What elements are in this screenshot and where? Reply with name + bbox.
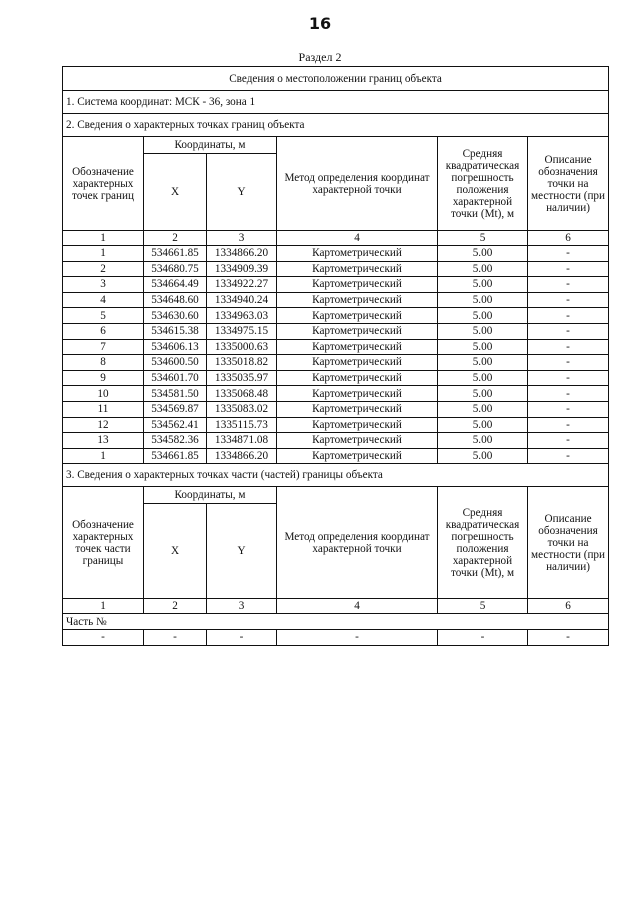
part-cell: - (277, 629, 438, 645)
point-error: 5.00 (438, 386, 528, 402)
point-number: 1 (63, 448, 144, 464)
point-description: - (528, 417, 609, 433)
point-method: Картометрический (277, 339, 438, 355)
point-error: 5.00 (438, 292, 528, 308)
point-number: 1 (63, 246, 144, 262)
table-row (63, 292, 609, 308)
coord-system: 1. Система координат: МСК - 36, зона 1 (63, 91, 609, 114)
point-error: 5.00 (438, 261, 528, 277)
column-index-row (63, 231, 609, 246)
point-y: 1334963.03 (207, 308, 277, 324)
point-method: Картометрический (277, 323, 438, 339)
point-y: 1335115.73 (207, 417, 277, 433)
part-cell: - (207, 629, 277, 645)
point-error: 5.00 (438, 433, 528, 449)
header-error: Средняя квадратическая погрешность положения характерной точки (Mt), м (438, 137, 528, 231)
column-index: 6 (528, 231, 609, 246)
part-cell: - (528, 629, 609, 645)
point-number: 8 (63, 355, 144, 371)
point-x: 534582.36 (144, 433, 207, 449)
point-description: - (528, 355, 609, 371)
point-x: 534630.60 (144, 308, 207, 324)
point-number: 13 (63, 433, 144, 449)
part1-title: 2. Сведения о характерных точках границ объекта (63, 114, 609, 137)
column-index: 1 (63, 599, 144, 614)
header-method: Метод определения координат характерной точки (277, 137, 438, 231)
point-x: 534661.85 (144, 448, 207, 464)
point-number: 3 (63, 277, 144, 293)
table-row (63, 261, 609, 277)
section-label: Раздел 2 (298, 50, 342, 64)
point-x: 534600.50 (144, 355, 207, 371)
table-row (63, 448, 609, 464)
part-cell: - (438, 629, 528, 645)
part-cell: - (63, 629, 144, 645)
point-number: 4 (63, 292, 144, 308)
point-method: Картометрический (277, 308, 438, 324)
point-x: 534581.50 (144, 386, 207, 402)
table-row (63, 370, 609, 386)
point-description: - (528, 433, 609, 449)
point-method: Картометрический (277, 401, 438, 417)
point-description: - (528, 246, 609, 262)
point-number: 9 (63, 370, 144, 386)
header-part-point-designation: Обозначение характерных точек части границы (63, 487, 144, 599)
point-x: 534562.41 (144, 417, 207, 433)
point-method: Картометрический (277, 417, 438, 433)
table-row (63, 246, 609, 262)
point-method: Картометрический (277, 386, 438, 402)
column-index: 5 (438, 599, 528, 614)
column-index: 5 (438, 231, 528, 246)
point-x: 534569.87 (144, 401, 207, 417)
point-error: 5.00 (438, 370, 528, 386)
table-title: Сведения о местоположении границ объекта (63, 67, 609, 91)
header-y: Y (207, 154, 277, 231)
table-row (63, 401, 609, 417)
point-method: Картометрический (277, 246, 438, 262)
point-description: - (528, 386, 609, 402)
column-index: 3 (207, 231, 277, 246)
header-point-designation: Обозначение характерных точек границ (63, 137, 144, 231)
table-row (63, 629, 609, 645)
point-description: - (528, 261, 609, 277)
boundary-table (62, 66, 609, 646)
point-x: 534615.38 (144, 323, 207, 339)
point-number: 2 (63, 261, 144, 277)
column-index: 4 (277, 231, 438, 246)
point-method: Картометрический (277, 370, 438, 386)
header-coordinates: Координаты, м (144, 137, 277, 154)
table-row (63, 308, 609, 324)
point-y: 1334866.20 (207, 448, 277, 464)
table-row (63, 277, 609, 293)
point-y: 1334940.24 (207, 292, 277, 308)
point-method: Картометрический (277, 261, 438, 277)
point-error: 5.00 (438, 277, 528, 293)
point-y: 1334909.39 (207, 261, 277, 277)
point-description: - (528, 308, 609, 324)
point-number: 12 (63, 417, 144, 433)
table-row (63, 433, 609, 449)
point-description: - (528, 370, 609, 386)
point-method: Картометрический (277, 433, 438, 449)
point-description: - (528, 292, 609, 308)
header-error-2: Средняя квадратическая погрешность положения характерной точки (Mt), м (438, 487, 528, 599)
table-row (63, 417, 609, 433)
column-index: 3 (207, 599, 277, 614)
column-index-row (63, 599, 609, 614)
point-number: 7 (63, 339, 144, 355)
point-x: 534661.85 (144, 246, 207, 262)
point-number: 5 (63, 308, 144, 324)
point-x: 534648.60 (144, 292, 207, 308)
point-y: 1335083.02 (207, 401, 277, 417)
table-row (63, 323, 609, 339)
point-error: 5.00 (438, 401, 528, 417)
header-description: Описание обозначения точки на местности (при наличии) (528, 137, 609, 231)
table-row (63, 355, 609, 371)
table-row (63, 339, 609, 355)
point-description: - (528, 277, 609, 293)
point-y: 1335000.63 (207, 339, 277, 355)
point-x: 534680.75 (144, 261, 207, 277)
point-error: 5.00 (438, 339, 528, 355)
point-x: 534601.70 (144, 370, 207, 386)
column-index: 2 (144, 231, 207, 246)
point-description: - (528, 323, 609, 339)
point-method: Картометрический (277, 355, 438, 371)
point-number: 10 (63, 386, 144, 402)
point-y: 1335068.48 (207, 386, 277, 402)
header-y-2: Y (207, 504, 277, 599)
point-description: - (528, 448, 609, 464)
header-method-2: Метод определения координат характерной точки (277, 487, 438, 599)
column-index: 4 (277, 599, 438, 614)
point-y: 1334866.20 (207, 246, 277, 262)
point-error: 5.00 (438, 448, 528, 464)
point-method: Картометрический (277, 448, 438, 464)
point-y: 1335035.97 (207, 370, 277, 386)
point-number: 6 (63, 323, 144, 339)
part-cell: - (144, 629, 207, 645)
point-error: 5.00 (438, 355, 528, 371)
header-description-2: Описание обозначения точки на местности (при наличии) (528, 487, 609, 599)
point-description: - (528, 401, 609, 417)
point-x: 534664.49 (144, 277, 207, 293)
part-number-label: Часть № (63, 614, 609, 630)
point-error: 5.00 (438, 323, 528, 339)
point-error: 5.00 (438, 308, 528, 324)
point-method: Картометрический (277, 292, 438, 308)
point-y: 1334975.15 (207, 323, 277, 339)
point-y: 1335018.82 (207, 355, 277, 371)
point-method: Картометрический (277, 277, 438, 293)
part2-title: 3. Сведения о характерных точках части (частей) границы объекта (63, 464, 609, 487)
point-description: - (528, 339, 609, 355)
header-x: X (144, 154, 207, 231)
table-row (63, 386, 609, 402)
point-error: 5.00 (438, 246, 528, 262)
column-index: 6 (528, 599, 609, 614)
column-index: 1 (63, 231, 144, 246)
point-y: 1334922.27 (207, 277, 277, 293)
page-number: 16 (308, 14, 332, 33)
point-y: 1334871.08 (207, 433, 277, 449)
point-error: 5.00 (438, 417, 528, 433)
header-x-2: X (144, 504, 207, 599)
column-index: 2 (144, 599, 207, 614)
point-x: 534606.13 (144, 339, 207, 355)
header-coordinates-2: Координаты, м (144, 487, 277, 504)
point-number: 11 (63, 401, 144, 417)
